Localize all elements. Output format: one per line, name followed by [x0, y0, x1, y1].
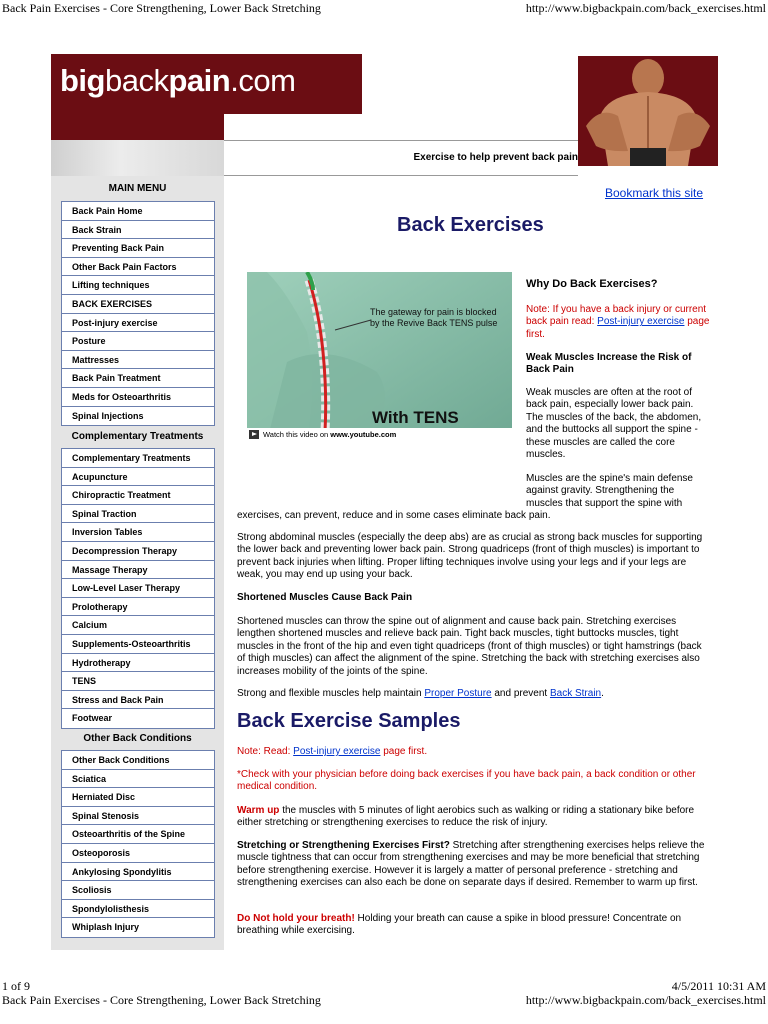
bookmark-link[interactable]: Bookmark this site: [605, 186, 704, 200]
video-with-tens: With TENS: [372, 408, 459, 427]
flexible-paragraph: Strong and flexible muscles help maintain Proper Posture and prevent Back Strain.: [237, 688, 604, 699]
banner-strip: [51, 114, 224, 140]
banner-blank: [362, 54, 578, 140]
condition-item-herniated-disc[interactable]: Herniated Disc: [62, 788, 214, 807]
check-physician: *Check with your physician before doing back exercises if you have back pain, a back condition or other medical condition.: [237, 769, 696, 793]
print-footer-url: http://www.bigbackpain.com/back_exercises.html: [525, 993, 766, 1007]
comp-item-footwear[interactable]: Footwear: [72, 713, 113, 724]
shortened-heading: Shortened Muscles Cause Back Pain: [237, 592, 413, 603]
comp-item-chiropractic-treatment[interactable]: Chiropractic Treatment: [62, 486, 214, 505]
menu-item-other-back-pain-factors[interactable]: Other Back Pain Factors: [62, 258, 214, 277]
defense-paragraph-b: exercises, can prevent, reduce and in some cases eliminate back pain.: [237, 510, 551, 521]
warm-up-paragraph: Warm up the muscles with 5 minutes of light aerobics such as walking or riding a stationary bike before either stretching or strengthening exercises to reduce the risk of injury.: [237, 805, 695, 829]
menu-item-meds-for-osteoarthritis[interactable]: Meds for Osteoarthritis: [62, 388, 214, 407]
menu-item-posture[interactable]: Posture: [62, 332, 214, 351]
condition-item-sciatica[interactable]: Sciatica: [62, 770, 214, 789]
condition-item-osteoporosis[interactable]: Osteoporosis: [62, 844, 214, 863]
menu-item-mattresses[interactable]: Mattresses: [62, 351, 214, 370]
condition-item-spondylolisthesis[interactable]: Spondylolisthesis: [62, 900, 214, 919]
site-logo[interactable]: bigbackpain.com: [60, 63, 296, 98]
condition-item-scoliosis[interactable]: Scoliosis: [62, 881, 214, 900]
video-caption[interactable]: Watch this video on www.youtube.com: [247, 428, 512, 441]
video-overlay-text: The gateway for pain is blocked by the Revive Back TENS pulse: [370, 307, 498, 328]
samples-title: Back Exercise Samples: [237, 710, 461, 732]
main-menu: [61, 201, 215, 426]
sub-bar: [51, 140, 224, 176]
comp-item-supplements-osteoarthritis[interactable]: Supplements-Osteoarthritis: [62, 635, 214, 654]
tagline: Exercise to help prevent back pain: [413, 152, 578, 163]
condition-item-osteoarthritis-of-the-spine[interactable]: Osteoarthritis of the Spine: [62, 825, 214, 844]
post-injury-link[interactable]: Post-injury exercise: [597, 316, 685, 328]
header-photo: [578, 56, 718, 166]
comp-item-tens[interactable]: TENS: [62, 672, 214, 691]
condition-item-whiplash-injury[interactable]: Whiplash Injury: [72, 922, 140, 933]
stretching-paragraph: Stretching or Strengthening Exercises First? Stretching after strengthening exercises helps relieve the muscle tightness that can occur from strengthening exercises and may be more beneficial that stretching before strengthening exercise. However it is largely a matter of personal preference - stretching and strengthening exercises can also each be done on separate days if desired. Remember to warm up first.: [237, 840, 705, 889]
comp-item-inversion-tables[interactable]: Inversion Tables: [62, 523, 214, 542]
comp-item-prolotherapy[interactable]: Prolotherapy: [62, 598, 214, 617]
note-post-injury: Note: If you have a back injury or current back pain read: Post-injury exercise page first.: [526, 304, 710, 340]
comp-item-acupuncture[interactable]: Acupuncture: [62, 468, 214, 487]
tagline-bar: [224, 140, 578, 176]
post-injury-link-2[interactable]: Post-injury exercise: [293, 746, 381, 757]
shortened-paragraph: Shortened muscles can throw the spine out of alignment and cause back pain. Stretching exercises lengthen shortened muscles and relieve back pain. Tight back muscles, tight buttocks muscles, tight muscles in the front of the hip and even tight quadriceps (front of thigh muscles) or tight hamstrings (back of thigh muscles) can affect the alignment of the spine. Stretching the back with stretching exercises also increases mobility of the joints of the spine.: [237, 616, 702, 677]
note-read: Note: Read: Post-injury exercise page first.: [237, 746, 428, 757]
other-conditions-title: Other Back Conditions: [83, 733, 192, 744]
video-thumbnail[interactable]: [247, 272, 512, 441]
comp-item-complementary-treatments[interactable]: Complementary Treatments: [62, 449, 214, 468]
comp-item-calcium[interactable]: Calcium: [62, 616, 214, 635]
complementary-title: Complementary Treatments: [71, 431, 204, 442]
menu-item-spinal-injections[interactable]: Spinal Injections: [72, 410, 144, 421]
condition-item-spinal-stenosis[interactable]: Spinal Stenosis: [62, 807, 214, 826]
menu-item-back-exercises[interactable]: BACK EXERCISES: [62, 295, 214, 314]
menu-item-preventing-back-pain[interactable]: Preventing Back Pain: [62, 239, 214, 258]
condition-item-other-back-conditions[interactable]: Other Back Conditions: [62, 751, 214, 770]
menu-item-back-pain-treatment[interactable]: Back Pain Treatment: [62, 369, 214, 388]
comp-item-massage-therapy[interactable]: Massage Therapy: [62, 561, 214, 580]
menu-item-back-strain[interactable]: Back Strain: [62, 221, 214, 240]
sidebar: [51, 176, 224, 950]
menu-item-back-pain-home[interactable]: Back Pain Home: [62, 202, 214, 221]
print-header-url: http://www.bigbackpain.com/back_exercises.html: [525, 1, 766, 15]
page-title: Back Exercises: [397, 214, 544, 236]
print-header: [0, 1, 768, 17]
back-strain-link[interactable]: Back Strain: [549, 688, 602, 699]
weak-heading: Weak Muscles Increase the Risk of Back Pain: [526, 352, 692, 376]
comp-item-stress-and-back-pain[interactable]: Stress and Back Pain: [62, 691, 214, 710]
proper-posture-link[interactable]: Proper Posture: [424, 688, 492, 699]
menu-item-lifting-techniques[interactable]: Lifting techniques: [62, 276, 214, 295]
play-icon[interactable]: [249, 430, 259, 439]
print-datetime: 4/5/2011 10:31 AM: [671, 979, 766, 993]
condition-item-ankylosing-spondylitis[interactable]: Ankylosing Spondylitis: [62, 863, 214, 882]
comp-item-spinal-traction[interactable]: Spinal Traction: [62, 505, 214, 524]
comp-item-hydrotherapy[interactable]: Hydrotherapy: [62, 654, 214, 673]
page-count: 1 of 9: [2, 979, 30, 993]
complementary-menu: [61, 448, 215, 729]
abs-paragraph: Strong abdominal muscles (especially the deep abs) are as crucial as strong back muscles for supporting the lower back and preventing lower back pain. Strong quadriceps (front of thigh muscles) is important to prevent back injuries when lifting. Proper lifting techniques involve using your legs and if your legs are weak, you may end up using your back.: [237, 532, 703, 581]
menu-item-post-injury-exercise[interactable]: Post-injury exercise: [62, 314, 214, 333]
why-heading: Why Do Back Exercises?: [526, 278, 658, 290]
print-header-title: Back Pain Exercises - Core Strengthening, Lower Back Stretching: [2, 1, 321, 15]
other-conditions-menu: [61, 750, 215, 938]
breath-paragraph: Do Not hold your breath! Holding your breath can cause a spike in blood pressure! Concentrate on breathing while exercising.: [237, 913, 682, 937]
print-footer-title: Back Pain Exercises - Core Strengthening, Lower Back Stretching: [2, 993, 321, 1007]
print-footer: [0, 979, 768, 1009]
defense-paragraph-a: Muscles are the spine's main defense against gravity. Strengthening the muscles that support the spine with: [526, 473, 693, 509]
comp-item-low-level-laser-therapy[interactable]: Low-Level Laser Therapy: [62, 579, 214, 598]
comp-item-decompression-therapy[interactable]: Decompression Therapy: [62, 542, 214, 561]
man-back-pain-icon: [578, 56, 718, 166]
main-menu-title: MAIN MENU: [108, 183, 167, 194]
weak-paragraph: Weak muscles are often at the root of back pain, especially lower back pain. The muscles of the back, the abdomen, and the buttocks all support the spine - these muscles are called the core muscles.: [526, 387, 702, 461]
site-banner: [51, 54, 362, 114]
